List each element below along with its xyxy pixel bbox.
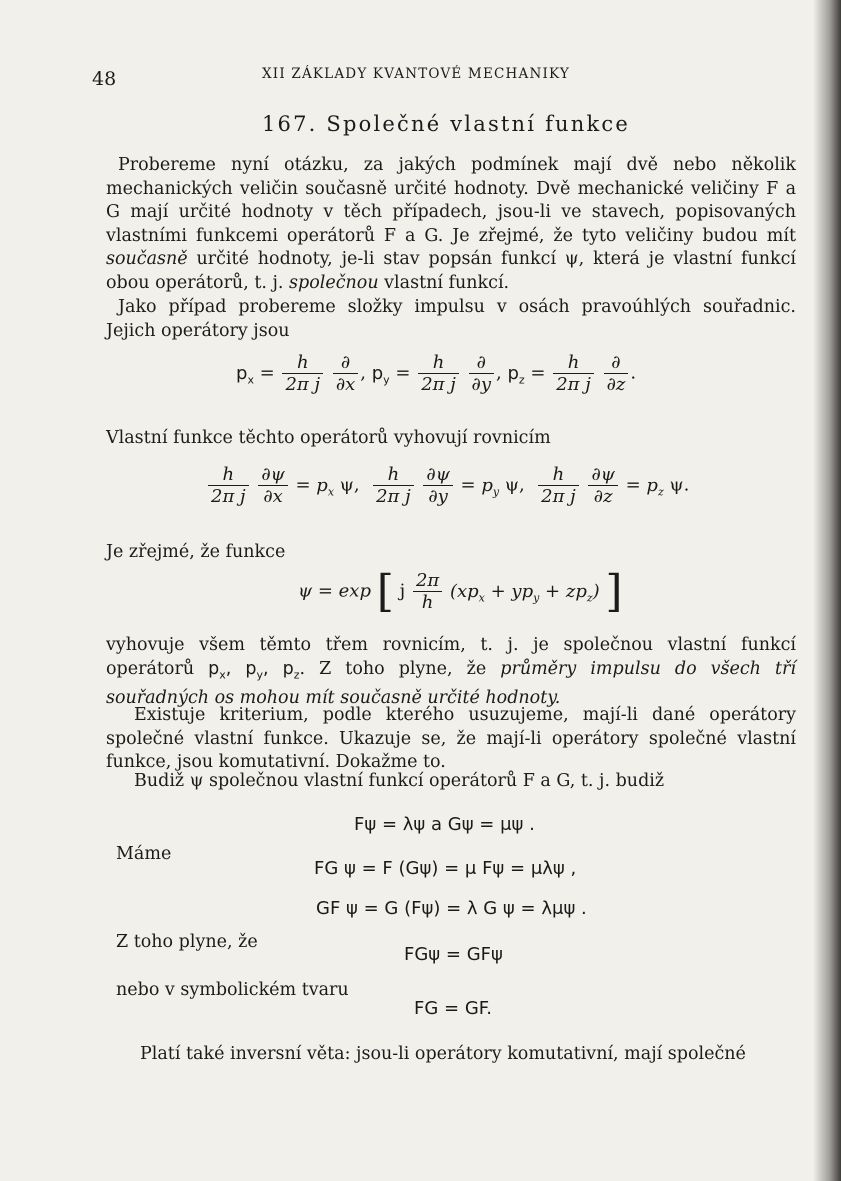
paragraph-momentum: Jako případ probereme složky impulsu v osách pravoúhlých souřadnic. Jejich operátory jsou	[106, 297, 796, 341]
paragraph-inverse-theorem: Platí také inversní věta: jsou-li operátory komutativní, mají společné	[140, 1044, 746, 1064]
equation-eigenvalue: $\frac{h}{\text{2π j}}$ $\frac{\partial\psi}{\partial x}$ = $p_x$ ψ, $\frac{h}{\text{2π j}}$ $\frac{\partial\psi}{\partial y}$ = $p_y$ ψ, $\frac{h}{\text{2π j}}$ $\frac{\partial\psi}{\partial z}$ = $p_z$ ψ.	[206, 464, 689, 507]
equation-eigen-FG: Fψ = λψ a Gψ = μψ .	[354, 814, 535, 835]
equation-commute: FG = GF.	[414, 998, 492, 1019]
equation-GF-psi: GF ψ = G (Fψ) = λ G ψ = λμψ .	[316, 898, 587, 919]
page-number: 48	[92, 68, 117, 90]
running-title: XII ZÁKLADY KVANTOVÉ MECHANIKY	[262, 66, 571, 82]
label-mame: Máme	[116, 844, 172, 864]
paragraph-function: Je zřejmé, že funkce	[106, 542, 286, 562]
paragraph-intro: Probereme nyní otázku, za jakých podmínek mají dvě nebo několik mechanických veličin současně určité hodnoty. Dvě mechanické veličiny F a G mají určité hodnoty v těch případech, jsou-li ve stavech, popisovaných vlastními funkcemi operátorů F a G. Je zřejmé, že tyto veličiny budou mít současně určité hodnoty, je-li stav popsán funkcí ψ, která je vlastní funkcí obou operátorů, t. j. společnou vlastní funkcí.	[106, 155, 796, 293]
equation-momentum-operators: $p_x$ = $\frac{h}{\text{2π j}}$ $\frac{\partial}{\partial x}$ , $p_y$ = $\frac{h}{\text{2π j}}$ $\frac{\partial}{\partial y}$ , $p_z$ = $\frac{h}{\text{2π j}}$ $\frac{\partial}{\partial z}$ .	[236, 352, 637, 395]
equation-commute-psi: FGψ = GFψ	[404, 944, 503, 965]
equation-FG-psi: FG ψ = F (Gψ) = μ Fψ = μλψ ,	[314, 858, 577, 879]
label-symbolic: nebo v symbolickém tvaru	[116, 980, 349, 1000]
paragraph-proof-start: Budiž ψ společnou vlastní funkcí operátorů F a G, t. j. budiž	[134, 771, 665, 791]
equation-wavefunction: ψ = exp [ j $\frac{2\pi}{h}$ $(xp_x + yp_y + zp_z)$ ]	[298, 566, 623, 617]
paragraph-eigen-eq: Vlastní funkce těchto operátorů vyhovují rovnicím	[106, 428, 551, 448]
section-title: 167. Společné vlastní funkce	[262, 112, 631, 136]
paragraph-criterion: Existuje kriterium, podle kterého usuzujeme, mají-li dané operátory společné vlastní funkce. Ukazuje se, že mají-li operátory společné vlastní funkce, jsou komutativní. Dokažme to.	[106, 705, 796, 773]
label-z-toho-plyne: Z toho plyne, že	[116, 932, 258, 952]
paragraph-common-eigenfunction: vyhovuje všem těmto třem rovnicím, t. j. je společnou vlastní funkcí operátorů $p_x$, $p_y$, $p_z$. Z toho plyne, že průměry impulsu do všech tří souřadných os mohou mít současně určité hodnoty.	[106, 635, 796, 708]
page-edge-shadow	[813, 0, 841, 1181]
